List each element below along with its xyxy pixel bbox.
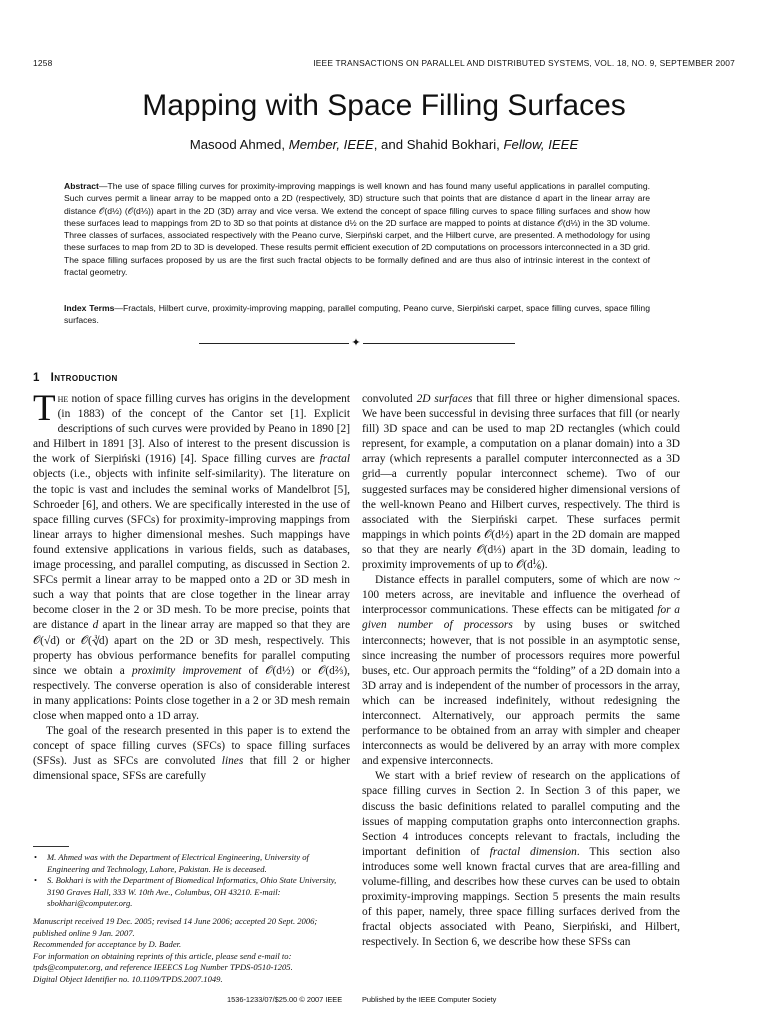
abstract-text: —The use of space filling curves for proximity-improving mappings is well known and has found many useful applications in parallel computing. Such curves permit a linear array to be mapped onto a 2D (respectively, 3D) structure such that points that are distance d apart in the linear array are distance 𝒪(d½) (𝒪(d⅓)) apart in the 2D (3D) array and vice versa. We extend the concept of space filling curves to space filling surfaces and show how these surfaces lead to mappings from 2D to 3D so that points at distance d½ on the 2D surface are mapped to points at distance 𝒪(d⅓) in the 3D volume. Three classes of surfaces, associated respectively with the Peano curve, Sierpiński carpet, and the Hilbert curve, are presented. A methodology for using these surfaces to map from 2D to 3D is developed. These results permit efficient execution of 2D computations on processors interconnected in a 3D grid. The space filling surfaces proposed by us are the first such fractal objects to be formally defined and are thus also of intrinsic interest in the context of fractal geometry. [64,181,650,277]
author-line [0,136,768,154]
copyright-line: 1536-1233/07/$25.00 © 2007 IEEE [227,995,343,1004]
footnote-manuscript-dates: Manuscript received 19 Dec. 2005; revised 14 June 2006; accepted 20 Sept. 2006; published online 9 Jan. 2007. [33,915,318,938]
footnote-reprints: For information on obtaining reprints of this article, please send e-mail to: tpds@computer.org, and reference IEEECS Log Number TPDS-0510-1205. [33,950,293,973]
footnote-affiliation-2: • S. Bokhari is with the Department of Biomedical Informatics, Ohio State University, 3190 Graves Hall, 333 W. 10th Ave., Columbus, OH 43210. E-mail: sbokhari@computer.org. [34,875,337,909]
author-1-role: Member, IEEE [288,137,374,152]
publisher-line: Published by the IEEE Computer Society [362,995,497,1004]
lines-emphasis: lines [221,755,244,768]
abstract-label: Abstract [64,181,99,191]
footnote-doi: Digital Object Identifier no. 10.1109/TPDS.2007.1049. [33,973,223,984]
proximity-emphasis: proximity improvement [131,664,242,677]
bullet-icon: • [34,852,38,862]
index-terms-text: —Fractals, Hilbert curve, proximity-improving mapping, parallel computing, Peano curve, Sierpiński carpet, space filling curves, space filling surfaces. [64,303,650,326]
footnotes [33,852,350,986]
separator-diamond-icon: ✦ [349,337,363,349]
fractal-dimension-emphasis: fractal dimension [489,845,577,858]
abstract [64,180,650,278]
bullet-icon: • [34,875,38,886]
dropcap-letter: T [33,388,56,429]
author-1: Masood Ahmed, [189,137,289,152]
fractal-emphasis: fractal [319,453,350,466]
footnote-affiliation-1: • M. Ahmed was with the Department of Electrical Engineering, University of Engineering and Technology, Lahore, Pakistan. He is deceased. [34,852,309,874]
footnote-rule [33,846,69,847]
index-terms [64,302,650,327]
first-word: he [57,393,69,405]
author-2-role: Fellow, IEEE [503,137,579,152]
journal-header: IEEE TRANSACTIONS ON PARALLEL AND DISTRIBUTED SYSTEMS, VOL. 18, NO. 9, SEPTEMBER 2007 [313,58,735,68]
author-joiner: , and Shahid Bokhari, [373,137,504,152]
intro-paragraph-2: The goal of the research presented in this paper is to extend the concept of space filling curves (SFCs) to space filling surfaces (SFSs). Just as SFCs are convoluted lines that fill 2 or higher dimensional space, SFSs are carefully [33,725,351,783]
page-number: 1258 [33,58,53,68]
intro-paragraph-1: The notion of space filling curves has origins in the development (in 1883) of the concept of the Cantor set [1]. Explicit descriptions of such curves were provided by Peano in 1890 [2] and Hilbert in 1891 [3]. Also of interest to the present discussion is the work of Sierpiński (1916) [4]. Space filling curves are fractal objects (i.e., objects with infinite self-similarity). The literature on the topic is vast and includes the seminal works of Mandelbrot [5], Schroeder [6], and others. We are specifically interested in the use of space filling curves (SFCs) for proximity-improving mappings from linear arrays to higher dimensional meshes. Such mappings have found extensive applications in various fields, such as databases, image processing, and parallel computing, as discussed in Section 2. SFCs permit a linear array to be mapped onto a 2D or 3D mesh in such a way that points that are close together in the linear array become closer in the 2 or 3D mesh. To be more precise, points that are distance d apart in the linear array are mapped so that they are 𝒪(√d) or 𝒪(∛d) apart on the 2D or 3D mesh, respectively. This property has obvious performance benefits for parallel computing since we obtain a proximity improvement of 𝒪(d½) or 𝒪(d⅔), respectively. The converse operation is also of considerable interest in many applications: Points close together in a 2 or 3D mesh remain close when mapped onto a 1D array. [33,388,351,722]
left-column [33,388,351,784]
surfaces-emphasis: 2D surfaces [416,393,473,405]
section-heading [33,372,118,384]
section-title: Introduction [50,372,118,384]
processors-emphasis: for a given number of processors [362,604,681,632]
right-column [362,392,680,950]
section-number: 1 [33,372,40,384]
intro-paragraph-3: convoluted 2D surfaces that fill three or higher dimensional spaces. We have been successful in devising three surfaces that fill (or nearly fill) 3D space and can be used to map 2D rectangles (which could represent, for example, a computation on a planar domain) into a 3D array (which represents a parallel computer interconnected as a 3D grid—a currently popular interconnect scheme). Two of our suggested surfaces may be considered higher dimensional versions of the well-known Peano and Hilbert curves, respectively. The third is associated with the Sierpiński carpet. These surfaces permit mappings in which points 𝒪(d½) apart in the 2D domain are mapped so that they are nearly 𝒪(d⅓) apart in the 3D domain, leading to proximity improvements of up to 𝒪(d⅙). [362,393,680,572]
footnote-recommended: Recommended for acceptance by D. Bader. [33,939,182,950]
intro-paragraph-4: Distance effects in parallel computers, some of which are now ~ 100 meters across, are inevitable and influence the overhead of interprocessor communications. These effects can be mitigated for a given number of processors by using buses or switched interconnects; however, that is not possible in an asymptotic sense, since increasing the number of processors requires more powerful buses, etc. Our approach permits the “folding” of a 2D domain into a 3D array and is independent of the number of processors in the array, which can be increased indefinitely, without redesigning the interconnect. Alternatively, our approach permits the same performance to be obtained from an array with simpler and cheaper interconnects as would be delivered by an array with more complex and expensive interconnects. [362,574,681,768]
intro-paragraph-5: We start with a brief review of research on the applications of space filling curves in Section 2. In Section 3 of this paper, we discuss the basic definitions related to parallel computing and the issues of mapping computation graphs onto interconnection graphs. Section 4 introduces concepts relevant to fractals, including the important definition of fractal dimension. This section also introduces some well known fractal curves that are area-filling and volume-filling, and describes how these curves can be used to obtain proximity-improving mappings. Section 5 presents the main results of this paper, namely, three space filling surfaces derived from the fractal objects associated with Peano, Sierpiński, and Hilbert, respectively. In Section 6, we describe how these SFSs can [362,770,680,949]
paper-title: Mapping with Space Filling Surfaces [142,89,626,122]
index-terms-label: Index Terms [64,303,115,313]
